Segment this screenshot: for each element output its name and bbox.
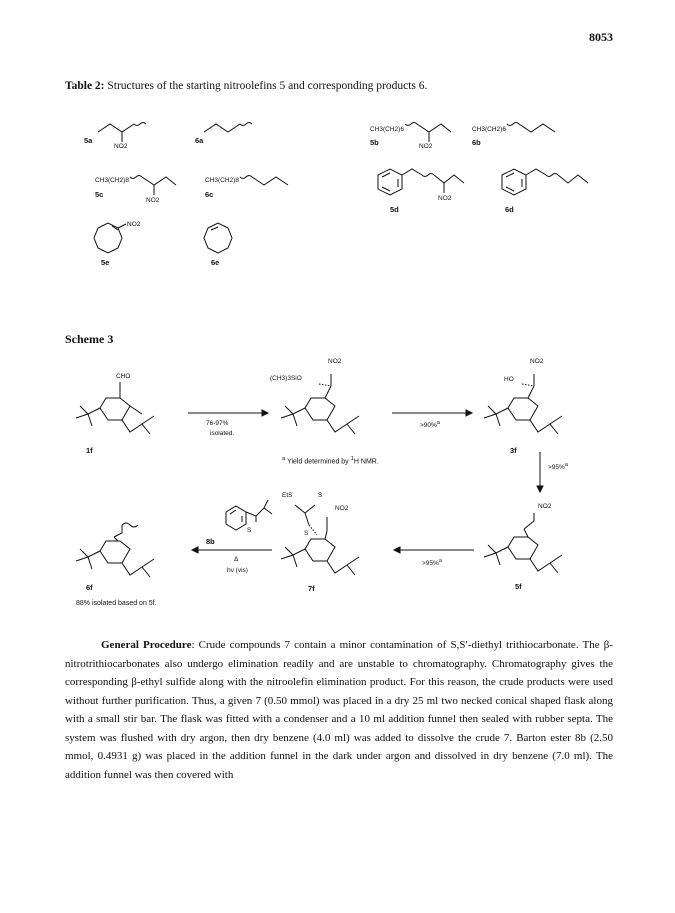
structure-6a bbox=[198, 110, 268, 150]
yield-95-left: >95%$^a$ bbox=[422, 558, 442, 568]
structure-3f bbox=[478, 370, 588, 445]
structure-6c bbox=[240, 165, 300, 195]
chain-5b: CH3(CH2)6 bbox=[370, 126, 404, 133]
no2-3f: NO2 bbox=[530, 358, 544, 365]
arrow-5f-to-7f bbox=[392, 545, 474, 555]
footnote-yield: $^a$ Yield determined by $^1$H NMR. bbox=[282, 456, 379, 466]
arrow-3f-to-5f bbox=[535, 452, 545, 494]
label-3f: 3f bbox=[510, 446, 517, 455]
s-link-7f: S bbox=[304, 530, 309, 537]
no2-5d: NO2 bbox=[438, 195, 452, 202]
s-thione-7f: S bbox=[318, 492, 323, 499]
structure-5f bbox=[478, 505, 588, 580]
label-6c: 6c bbox=[205, 190, 214, 199]
ho-3f: HO bbox=[504, 376, 514, 383]
structure-6b bbox=[507, 112, 567, 142]
arrow-tms-to-3f bbox=[392, 408, 474, 418]
label-5b: 5b bbox=[370, 138, 379, 147]
label-6b: 6b bbox=[472, 138, 481, 147]
chain-5c: CH3(CH2)8 bbox=[95, 177, 129, 184]
general-procedure-heading: General Procedure bbox=[101, 639, 192, 651]
general-procedure-paragraph bbox=[65, 636, 613, 784]
label-5e: 5e bbox=[101, 258, 110, 267]
label-1f: 1f bbox=[86, 446, 93, 455]
general-procedure-text: : Crude compounds 7 contain a minor contamination of S,S′-diethyl trithiocarbonate. The β-nitrotrithiocarbonates also undergo elimination readily and are unstable to chromatography. Chromatography gives the corresponding β-ethyl sulfide along with the nitroolefin elimination product. For this reason, the crude products were used without further purification. Thus, a given 7 (0.50 mmol) was placed in a dry 25 ml two necked conical shaped flask along with a small stir bar. The flask was fitted with a condenser and a 10 ml addition funnel then sealed with rubber septa. The system was flushed with dry argon, then dry benzene (4.0 ml) was added to dissolve the crude 7. Barton ester 8b (2.50 mmol, 0.4931 g) was placed in the addition funnel in the dark under argon and dissolved in dry benzene (7.0 ml). The addition funnel was then covered with bbox=[65, 639, 613, 781]
chain-6c: CH3(CH2)8 bbox=[205, 177, 239, 184]
no2-5e: NO2 bbox=[127, 221, 141, 228]
label-6a: 6a bbox=[195, 136, 204, 145]
tms-group: (CH3)3SiO bbox=[270, 375, 302, 382]
arrow-1f-to-tms bbox=[188, 408, 270, 418]
label-7f: 7f bbox=[308, 584, 315, 593]
page-number: 8053 bbox=[589, 30, 613, 44]
structure-6e bbox=[198, 220, 248, 260]
structure-6f bbox=[70, 505, 180, 580]
label-6f: 6f bbox=[86, 583, 93, 592]
structure-5b bbox=[405, 112, 465, 152]
structure-5d bbox=[366, 165, 476, 210]
no2-5c: NO2 bbox=[146, 197, 160, 204]
structure-6d bbox=[490, 165, 600, 205]
yield-90: >90%$^a$ bbox=[420, 420, 440, 430]
label-6d: 6d bbox=[505, 205, 514, 214]
isolated-note: 88% isolated based on 5f. bbox=[76, 600, 157, 607]
yield-76-97: 76-97% bbox=[206, 420, 229, 427]
hv-vis: hν (vis) bbox=[227, 567, 248, 574]
table-caption bbox=[65, 80, 427, 92]
no2-5b: NO2 bbox=[419, 143, 433, 150]
structure-7f bbox=[275, 495, 385, 585]
scheme-title: Scheme 3 bbox=[65, 332, 114, 346]
label-5d: 5d bbox=[390, 205, 399, 214]
label-5f: 5f bbox=[515, 582, 522, 591]
structure-5c bbox=[130, 165, 190, 205]
no2-7f: NO2 bbox=[335, 505, 349, 512]
table-caption-text: Structures of the starting nitroolefins 5 and corresponding products 6. bbox=[107, 80, 428, 92]
no2-tms: NO2 bbox=[328, 358, 342, 365]
structure-8b bbox=[218, 498, 288, 544]
no2-5f: NO2 bbox=[538, 503, 552, 510]
no2-5a: NO2 bbox=[114, 143, 128, 150]
label-5a: 5a bbox=[84, 136, 93, 145]
label-6e: 6e bbox=[211, 258, 220, 267]
ets-7f: EtS bbox=[282, 492, 293, 499]
reagent-8b: 8b bbox=[206, 537, 215, 546]
isolated-label: isolated. bbox=[210, 430, 235, 437]
structure-5a bbox=[88, 110, 158, 160]
chain-6b: CH3(CH2)6 bbox=[472, 126, 506, 133]
table-label: Table 2: bbox=[65, 80, 105, 92]
arrow-7f-to-6f bbox=[190, 545, 272, 555]
cho-1f: CHO bbox=[116, 373, 131, 380]
s-8b: S bbox=[247, 527, 252, 534]
heat-symbol: Δ bbox=[234, 556, 239, 563]
structure-1f bbox=[70, 378, 180, 448]
general-procedure bbox=[65, 636, 613, 784]
yield-95-down: >95%$^a$ bbox=[548, 462, 568, 472]
label-5c: 5c bbox=[95, 190, 104, 199]
